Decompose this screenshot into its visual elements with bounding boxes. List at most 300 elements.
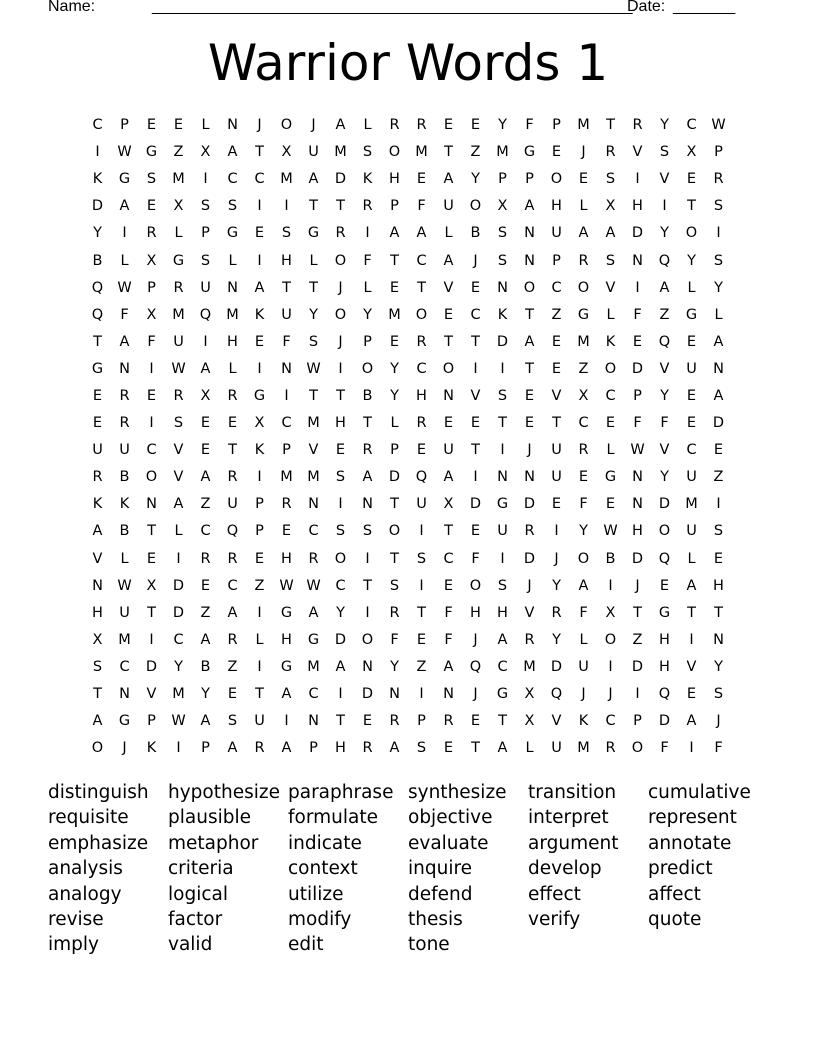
grid-letter[interactable]: E — [389, 333, 400, 350]
grid-letter[interactable]: X — [200, 387, 211, 404]
grid-letter[interactable]: W — [117, 577, 132, 594]
grid-letter[interactable]: L — [174, 523, 183, 540]
grid-letter[interactable]: G — [91, 360, 104, 377]
grid-letter[interactable]: R — [578, 252, 589, 269]
grid-letter[interactable]: A — [281, 686, 292, 703]
date-blank-line[interactable]: _______ — [673, 0, 736, 15]
grid-letter[interactable]: I — [716, 225, 721, 242]
grid-letter[interactable]: L — [363, 279, 372, 296]
grid-letter[interactable]: S — [389, 577, 400, 594]
grid-letter[interactable]: E — [146, 117, 157, 134]
grid-letter[interactable]: J — [581, 686, 586, 703]
grid-letter[interactable]: H — [632, 523, 643, 540]
grid-letter[interactable]: D — [550, 658, 563, 675]
grid-letter[interactable]: Y — [660, 225, 669, 242]
grid-letter[interactable]: V — [524, 604, 535, 621]
grid-letter[interactable]: A — [443, 171, 454, 188]
grid-letter[interactable]: E — [551, 144, 562, 161]
grid-letter[interactable]: E — [443, 415, 454, 432]
grid-letter[interactable]: R — [146, 225, 157, 242]
grid-letter[interactable]: R — [362, 740, 373, 757]
grid-letter[interactable]: C — [686, 117, 697, 134]
grid-letter[interactable]: T — [633, 604, 642, 621]
grid-letter[interactable]: M — [280, 469, 293, 486]
grid-letter[interactable]: U — [551, 740, 562, 757]
grid-letter[interactable]: R — [416, 333, 427, 350]
grid-letter[interactable]: Y — [309, 306, 318, 323]
grid-letter[interactable]: A — [713, 387, 724, 404]
grid-letter[interactable]: D — [712, 415, 725, 432]
grid-letter[interactable]: N — [362, 496, 373, 513]
grid-letter[interactable]: X — [605, 604, 616, 621]
grid-letter[interactable]: E — [470, 279, 481, 296]
grid-letter[interactable]: L — [228, 252, 237, 269]
grid-letter[interactable]: W — [603, 523, 618, 540]
grid-letter[interactable]: E — [443, 117, 454, 134]
grid-letter[interactable]: N — [308, 496, 319, 513]
grid-letter[interactable]: T — [687, 604, 696, 621]
grid-letter[interactable]: Y — [390, 387, 399, 404]
grid-letter[interactable]: R — [389, 117, 400, 134]
grid-letter[interactable]: X — [281, 144, 292, 161]
grid-letter[interactable]: T — [255, 144, 264, 161]
grid-letter[interactable]: F — [579, 496, 588, 513]
grid-letter[interactable]: Y — [390, 658, 399, 675]
grid-letter[interactable]: X — [686, 144, 697, 161]
grid-letter[interactable]: E — [443, 577, 454, 594]
grid-letter[interactable]: E — [470, 117, 481, 134]
grid-letter[interactable]: I — [500, 442, 505, 459]
grid-letter[interactable]: I — [284, 713, 289, 730]
grid-letter[interactable]: A — [497, 740, 508, 757]
grid-letter[interactable]: I — [203, 333, 208, 350]
grid-letter[interactable]: R — [173, 387, 184, 404]
grid-letter[interactable]: C — [497, 658, 508, 675]
grid-letter[interactable]: S — [362, 144, 373, 161]
grid-letter[interactable]: Y — [498, 117, 507, 134]
grid-letter[interactable]: L — [444, 225, 453, 242]
grid-letter[interactable]: G — [496, 496, 509, 513]
grid-letter[interactable]: I — [419, 686, 424, 703]
grid-letter[interactable]: B — [92, 252, 103, 269]
grid-letter[interactable]: S — [497, 387, 508, 404]
grid-letter[interactable]: Q — [550, 686, 563, 703]
grid-letter[interactable]: U — [200, 279, 211, 296]
grid-letter[interactable]: P — [201, 225, 210, 242]
grid-letter[interactable]: E — [686, 333, 697, 350]
grid-letter[interactable]: P — [390, 442, 399, 459]
grid-letter[interactable]: N — [497, 279, 508, 296]
grid-letter[interactable]: N — [713, 631, 724, 648]
grid-letter[interactable]: J — [257, 117, 262, 134]
grid-letter[interactable]: R — [92, 469, 103, 486]
grid-letter[interactable]: E — [605, 415, 616, 432]
grid-letter[interactable]: I — [608, 658, 613, 675]
grid-letter[interactable]: R — [227, 469, 238, 486]
grid-letter[interactable]: K — [254, 306, 265, 323]
grid-letter[interactable]: X — [200, 144, 211, 161]
grid-letter[interactable]: C — [605, 387, 616, 404]
grid-letter[interactable]: U — [578, 658, 589, 675]
grid-letter[interactable]: I — [176, 740, 181, 757]
grid-letter[interactable]: I — [176, 550, 181, 567]
grid-letter[interactable]: K — [578, 713, 589, 730]
grid-letter[interactable]: J — [473, 686, 478, 703]
grid-letter[interactable]: N — [146, 496, 157, 513]
grid-letter[interactable]: B — [362, 387, 373, 404]
grid-letter[interactable]: B — [200, 658, 211, 675]
grid-letter[interactable]: M — [307, 469, 320, 486]
grid-letter[interactable]: N — [632, 469, 643, 486]
grid-letter[interactable]: I — [257, 252, 262, 269]
grid-letter[interactable]: E — [470, 523, 481, 540]
grid-letter[interactable]: C — [281, 415, 292, 432]
grid-letter[interactable]: E — [524, 415, 535, 432]
grid-letter[interactable]: P — [552, 117, 561, 134]
grid-letter[interactable]: G — [118, 713, 131, 730]
grid-letter[interactable]: C — [92, 117, 103, 134]
grid-letter[interactable]: L — [309, 252, 318, 269]
grid-letter[interactable]: Z — [551, 306, 562, 323]
grid-letter[interactable]: E — [416, 442, 427, 459]
grid-letter[interactable]: Q — [199, 306, 212, 323]
grid-letter[interactable]: R — [443, 713, 454, 730]
grid-letter[interactable]: Y — [552, 631, 561, 648]
grid-letter[interactable]: L — [174, 225, 183, 242]
grid-letter[interactable]: T — [606, 117, 615, 134]
grid-letter[interactable]: R — [119, 415, 130, 432]
grid-letter[interactable]: I — [203, 171, 208, 188]
grid-letter[interactable]: V — [470, 387, 481, 404]
grid-letter[interactable]: S — [173, 415, 184, 432]
grid-letter[interactable]: H — [389, 171, 400, 188]
grid-letter[interactable]: F — [660, 415, 669, 432]
grid-letter[interactable]: G — [577, 306, 590, 323]
grid-letter[interactable]: I — [635, 279, 640, 296]
grid-letter[interactable]: G — [604, 469, 617, 486]
grid-letter[interactable]: E — [200, 415, 211, 432]
grid-letter[interactable]: T — [471, 442, 480, 459]
grid-letter[interactable]: F — [147, 333, 156, 350]
grid-letter[interactable]: T — [498, 415, 507, 432]
grid-letter[interactable]: J — [311, 117, 316, 134]
grid-letter[interactable]: E — [254, 333, 265, 350]
grid-letter[interactable]: A — [362, 469, 373, 486]
grid-letter[interactable]: Y — [174, 658, 183, 675]
grid-letter[interactable]: L — [201, 117, 210, 134]
grid-letter[interactable]: E — [146, 387, 157, 404]
grid-letter[interactable]: R — [605, 144, 616, 161]
grid-letter[interactable]: A — [227, 144, 238, 161]
grid-letter[interactable]: V — [659, 360, 670, 377]
grid-letter[interactable]: U — [92, 442, 103, 459]
grid-letter[interactable]: X — [443, 496, 454, 513]
grid-letter[interactable]: D — [523, 496, 536, 513]
grid-letter[interactable]: N — [227, 117, 238, 134]
grid-letter[interactable]: G — [307, 631, 320, 648]
grid-letter[interactable]: N — [632, 252, 643, 269]
grid-letter[interactable]: U — [119, 442, 130, 459]
grid-letter[interactable]: O — [91, 740, 104, 757]
grid-letter[interactable]: L — [228, 360, 237, 377]
grid-letter[interactable]: I — [149, 631, 154, 648]
grid-letter[interactable]: K — [119, 496, 130, 513]
grid-letter[interactable]: S — [200, 252, 211, 269]
grid-letter[interactable]: D — [145, 658, 158, 675]
grid-letter[interactable]: A — [227, 604, 238, 621]
grid-letter[interactable]: K — [605, 333, 616, 350]
grid-letter[interactable]: D — [388, 469, 401, 486]
grid-letter[interactable]: N — [119, 686, 130, 703]
grid-letter[interactable]: A — [659, 279, 670, 296]
grid-letter[interactable]: H — [659, 631, 670, 648]
grid-letter[interactable]: L — [714, 306, 723, 323]
grid-letter[interactable]: R — [173, 279, 184, 296]
grid-letter[interactable]: I — [473, 360, 478, 377]
grid-letter[interactable]: B — [470, 225, 481, 242]
grid-letter[interactable]: T — [255, 686, 264, 703]
grid-letter[interactable]: A — [578, 225, 589, 242]
grid-letter[interactable]: H — [497, 604, 508, 621]
grid-letter[interactable]: C — [200, 523, 211, 540]
grid-letter[interactable]: G — [496, 686, 509, 703]
grid-letter[interactable]: F — [633, 415, 642, 432]
grid-letter[interactable]: W — [117, 279, 132, 296]
grid-letter[interactable]: S — [200, 198, 211, 215]
grid-letter[interactable]: I — [365, 225, 370, 242]
grid-letter[interactable]: I — [284, 198, 289, 215]
grid-letter[interactable]: E — [281, 523, 292, 540]
grid-letter[interactable]: U — [497, 523, 508, 540]
grid-letter[interactable]: I — [284, 387, 289, 404]
grid-letter[interactable]: J — [338, 279, 343, 296]
grid-letter[interactable]: P — [498, 171, 507, 188]
grid-letter[interactable]: W — [711, 117, 726, 134]
grid-letter[interactable]: P — [417, 713, 426, 730]
grid-letter[interactable]: M — [523, 658, 536, 675]
grid-letter[interactable]: V — [146, 686, 157, 703]
grid-letter[interactable]: T — [309, 279, 318, 296]
grid-letter[interactable]: B — [119, 523, 130, 540]
grid-letter[interactable]: U — [551, 225, 562, 242]
grid-letter[interactable]: E — [686, 686, 697, 703]
grid-letter[interactable]: A — [92, 523, 103, 540]
grid-letter[interactable]: I — [338, 496, 343, 513]
grid-letter[interactable]: A — [173, 496, 184, 513]
grid-letter[interactable]: R — [362, 198, 373, 215]
grid-letter[interactable]: E — [713, 550, 724, 567]
grid-letter[interactable]: A — [227, 740, 238, 757]
grid-letter[interactable]: A — [200, 469, 211, 486]
grid-letter[interactable]: L — [525, 740, 534, 757]
grid-letter[interactable]: I — [500, 550, 505, 567]
grid-letter[interactable]: D — [631, 225, 644, 242]
grid-letter[interactable]: L — [390, 415, 399, 432]
grid-letter[interactable]: S — [605, 252, 616, 269]
grid-letter[interactable]: Z — [632, 631, 643, 648]
grid-letter[interactable]: C — [605, 713, 616, 730]
grid-letter[interactable]: T — [309, 198, 318, 215]
grid-letter[interactable]: R — [362, 442, 373, 459]
grid-letter[interactable]: N — [281, 360, 292, 377]
grid-letter[interactable]: W — [306, 577, 321, 594]
grid-letter[interactable]: E — [443, 306, 454, 323]
grid-letter[interactable]: S — [497, 252, 508, 269]
grid-letter[interactable]: K — [92, 171, 103, 188]
grid-letter[interactable]: R — [605, 740, 616, 757]
grid-letter[interactable]: I — [419, 577, 424, 594]
grid-letter[interactable]: M — [496, 144, 509, 161]
grid-letter[interactable]: V — [686, 658, 697, 675]
grid-letter[interactable]: E — [416, 631, 427, 648]
grid-letter[interactable]: Z — [200, 496, 211, 513]
grid-letter[interactable]: T — [390, 550, 399, 567]
grid-letter[interactable]: M — [577, 333, 590, 350]
grid-letter[interactable]: A — [308, 604, 319, 621]
grid-letter[interactable]: G — [253, 387, 266, 404]
grid-letter[interactable]: Y — [336, 604, 345, 621]
grid-letter[interactable]: E — [146, 550, 157, 567]
grid-letter[interactable]: X — [254, 415, 265, 432]
grid-letter[interactable]: F — [579, 604, 588, 621]
grid-letter[interactable]: O — [658, 523, 671, 540]
grid-letter[interactable]: R — [200, 550, 211, 567]
grid-letter[interactable]: J — [527, 577, 532, 594]
grid-letter[interactable]: H — [713, 577, 724, 594]
grid-letter[interactable]: C — [308, 523, 319, 540]
grid-letter[interactable]: M — [172, 686, 185, 703]
grid-letter[interactable]: P — [309, 740, 318, 757]
grid-letter[interactable]: A — [200, 360, 211, 377]
grid-letter[interactable]: Z — [173, 144, 184, 161]
grid-letter[interactable]: D — [334, 631, 347, 648]
grid-letter[interactable]: X — [173, 198, 184, 215]
grid-letter[interactable]: T — [363, 415, 372, 432]
grid-letter[interactable]: A — [443, 658, 454, 675]
grid-letter[interactable]: A — [335, 117, 346, 134]
grid-letter[interactable]: Z — [578, 360, 589, 377]
grid-letter[interactable]: T — [390, 496, 399, 513]
grid-letter[interactable]: P — [552, 252, 561, 269]
grid-letter[interactable]: F — [444, 631, 453, 648]
grid-letter[interactable]: I — [95, 144, 100, 161]
grid-letter[interactable]: F — [714, 740, 723, 757]
grid-letter[interactable]: R — [119, 387, 130, 404]
grid-letter[interactable]: T — [363, 577, 372, 594]
grid-letter[interactable]: D — [658, 713, 671, 730]
grid-letter[interactable]: X — [578, 387, 589, 404]
grid-letter[interactable]: P — [255, 523, 264, 540]
grid-letter[interactable]: F — [390, 631, 399, 648]
grid-letter[interactable]: C — [443, 550, 454, 567]
name-blank-line[interactable]: ______________________________________________________ — [152, 0, 633, 15]
grid-letter[interactable]: C — [470, 306, 481, 323]
grid-letter[interactable]: E — [254, 225, 265, 242]
grid-letter[interactable]: Q — [226, 523, 239, 540]
grid-letter[interactable]: E — [443, 740, 454, 757]
grid-letter[interactable]: C — [686, 442, 697, 459]
grid-letter[interactable]: B — [605, 550, 616, 567]
grid-letter[interactable]: V — [632, 144, 643, 161]
grid-letter[interactable]: M — [280, 171, 293, 188]
grid-letter[interactable]: I — [500, 360, 505, 377]
grid-letter[interactable]: W — [171, 360, 186, 377]
grid-letter[interactable]: T — [498, 713, 507, 730]
grid-letter[interactable]: E — [200, 442, 211, 459]
grid-letter[interactable]: M — [685, 496, 698, 513]
grid-letter[interactable]: J — [527, 442, 532, 459]
grid-letter[interactable]: Z — [227, 658, 238, 675]
grid-letter[interactable]: E — [470, 713, 481, 730]
grid-letter[interactable]: X — [524, 686, 535, 703]
grid-letter[interactable]: P — [147, 713, 156, 730]
grid-letter[interactable]: I — [689, 631, 694, 648]
grid-letter[interactable]: H — [281, 550, 292, 567]
grid-letter[interactable]: S — [92, 658, 103, 675]
grid-letter[interactable]: V — [173, 469, 184, 486]
grid-letter[interactable]: A — [119, 333, 130, 350]
grid-letter[interactable]: T — [93, 333, 102, 350]
grid-letter[interactable]: T — [336, 713, 345, 730]
grid-letter[interactable]: G — [118, 171, 131, 188]
grid-letter[interactable]: B — [119, 469, 130, 486]
grid-letter[interactable]: K — [497, 306, 508, 323]
grid-letter[interactable]: W — [630, 442, 645, 459]
grid-letter[interactable]: N — [443, 686, 454, 703]
grid-letter[interactable]: U — [551, 442, 562, 459]
grid-letter[interactable]: D — [361, 686, 374, 703]
grid-letter[interactable]: F — [525, 117, 534, 134]
grid-letter[interactable]: Y — [660, 387, 669, 404]
grid-letter[interactable]: H — [335, 415, 346, 432]
grid-letter[interactable]: V — [551, 387, 562, 404]
grid-letter[interactable]: S — [308, 333, 319, 350]
grid-letter[interactable]: J — [554, 550, 559, 567]
grid-letter[interactable]: P — [201, 740, 210, 757]
grid-letter[interactable]: Y — [579, 523, 588, 540]
grid-letter[interactable]: E — [578, 469, 589, 486]
grid-letter[interactable]: P — [147, 279, 156, 296]
grid-letter[interactable]: Q — [469, 658, 482, 675]
grid-letter[interactable]: N — [119, 360, 130, 377]
grid-letter[interactable]: U — [686, 360, 697, 377]
grid-letter[interactable]: A — [443, 252, 454, 269]
grid-letter[interactable]: A — [497, 631, 508, 648]
grid-letter[interactable]: I — [257, 604, 262, 621]
grid-letter[interactable]: O — [469, 198, 482, 215]
grid-letter[interactable]: Y — [201, 686, 210, 703]
grid-letter[interactable]: F — [660, 740, 669, 757]
grid-letter[interactable]: D — [658, 496, 671, 513]
grid-letter[interactable]: T — [309, 387, 318, 404]
grid-letter[interactable]: E — [470, 415, 481, 432]
grid-letter[interactable]: N — [524, 225, 535, 242]
grid-letter[interactable]: X — [146, 577, 157, 594]
grid-letter[interactable]: J — [635, 577, 640, 594]
grid-letter[interactable]: Q — [658, 333, 671, 350]
grid-letter[interactable]: H — [416, 387, 427, 404]
grid-letter[interactable]: X — [146, 306, 157, 323]
grid-letter[interactable]: Q — [415, 469, 428, 486]
grid-letter[interactable]: R — [227, 631, 238, 648]
grid-letter[interactable]: K — [92, 496, 103, 513]
grid-letter[interactable]: S — [146, 171, 157, 188]
grid-letter[interactable]: Z — [254, 577, 265, 594]
grid-letter[interactable]: R — [713, 171, 724, 188]
grid-letter[interactable]: E — [551, 360, 562, 377]
grid-letter[interactable]: L — [687, 550, 696, 567]
grid-letter[interactable]: S — [497, 577, 508, 594]
